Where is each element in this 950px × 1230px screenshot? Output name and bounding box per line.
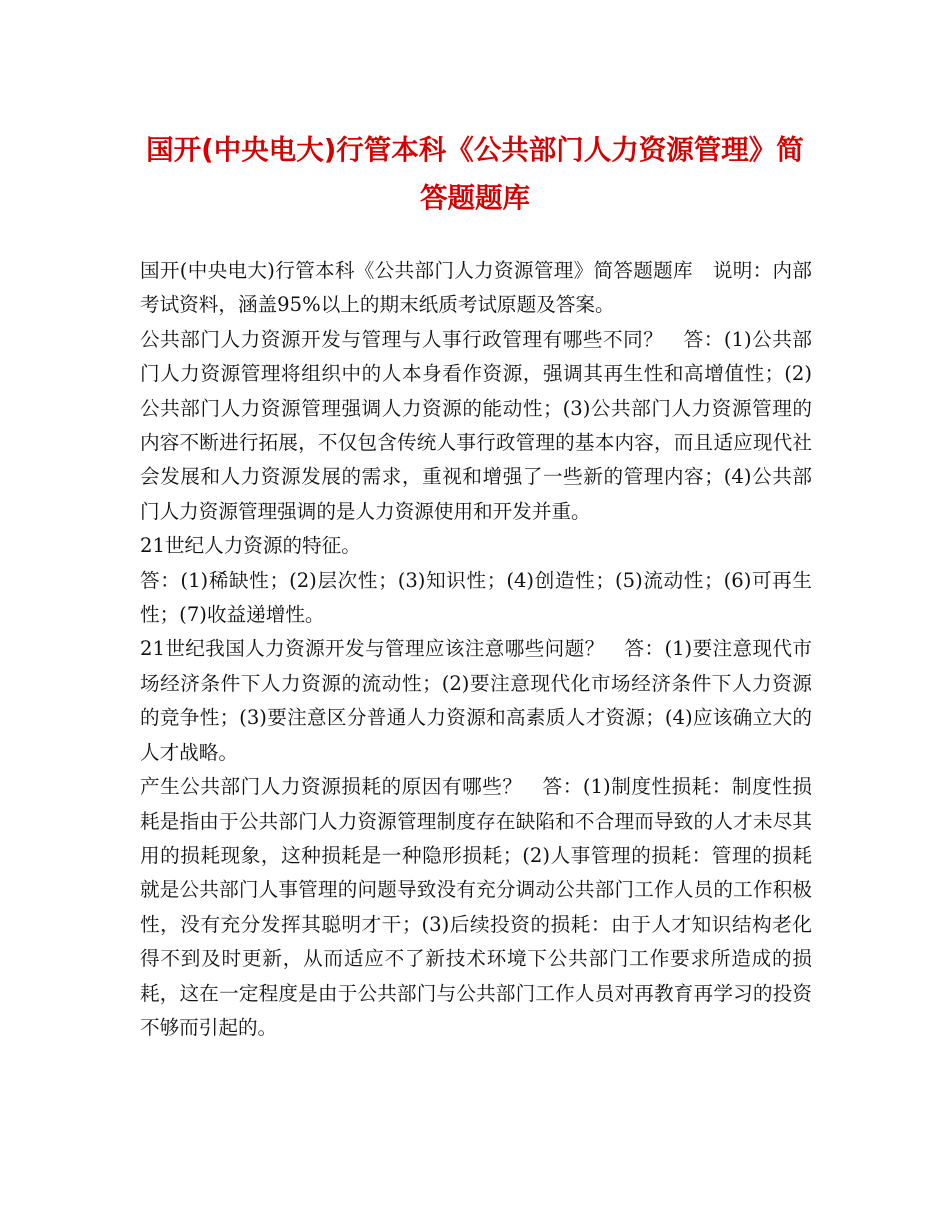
intro-paragraph: 国开(中央电大)行管本科《公共部门人力资源管理》简答题题库 说明：内部考试资料，涵盖95%以上的期末纸质考试原题及答案。 — [140, 259, 812, 317]
question-1-paragraph: 公共部门人力资源开发与管理与人事行政管理有哪些不同？ 答：(1)公共部门人力资源管理将组织中的人本身看作资源，强调其再生性和高增值性；(2)公共部门人力资源管理强调人力资源的能动性；(3)公共部门人力资源管理的内容不断进行拓展，不仅包含传统人事行政管理的基本内容，而且适应现代社会发展和人力资源发展的需求，重视和增强了一些新的管理内容；(4)公共部门人力资源管理强调的是人力资源使用和开发并重。 — [140, 327, 812, 523]
question-2-heading: 21世纪人力资源的特征。 — [140, 534, 361, 558]
document-body — [140, 254, 812, 1045]
question-3-paragraph: 21世纪我国人力资源开发与管理应该注意哪些问题？ 答：(1)要注意现代市场经济条件下人力资源的流动性；(2)要注意现代化市场经济条件下人力资源的竞争性；(3)要注意区分普通人力资源和高素质人才资源；(4)应该确立大的人才战略。 — [140, 637, 812, 764]
question-4-paragraph: 产生公共部门人力资源损耗的原因有哪些？ 答：(1)制度性损耗：制度性损耗是指由于公共部门人力资源管理制度存在缺陷和不合理而导致的人才未尽其用的损耗现象，这种损耗是一种隐形损耗；(2)人事管理的损耗：管理的损耗就是公共部门人事管理的问题导致没有充分调动公共部门工作人员的工作积极性，没有充分发挥其聪明才干；(3)后续投资的损耗：由于人才知识结构老化得不到及时更新，从而适应不了新技术环境下公共部门工作要求所造成的损耗，这在一定程度是由于公共部门与公共部门工作人员对再教育再学习的投资不够而引起的。 — [140, 775, 812, 1039]
document-title: 国开(中央电大)行管本科《公共部门人力资源管理》简答题题库 — [146, 134, 804, 214]
question-2-answer: 答：(1)稀缺性；(2)层次性；(3)知识性；(4)创造性；(5)流动性；(6)可再生性；(7)收益递增性。 — [140, 568, 812, 627]
